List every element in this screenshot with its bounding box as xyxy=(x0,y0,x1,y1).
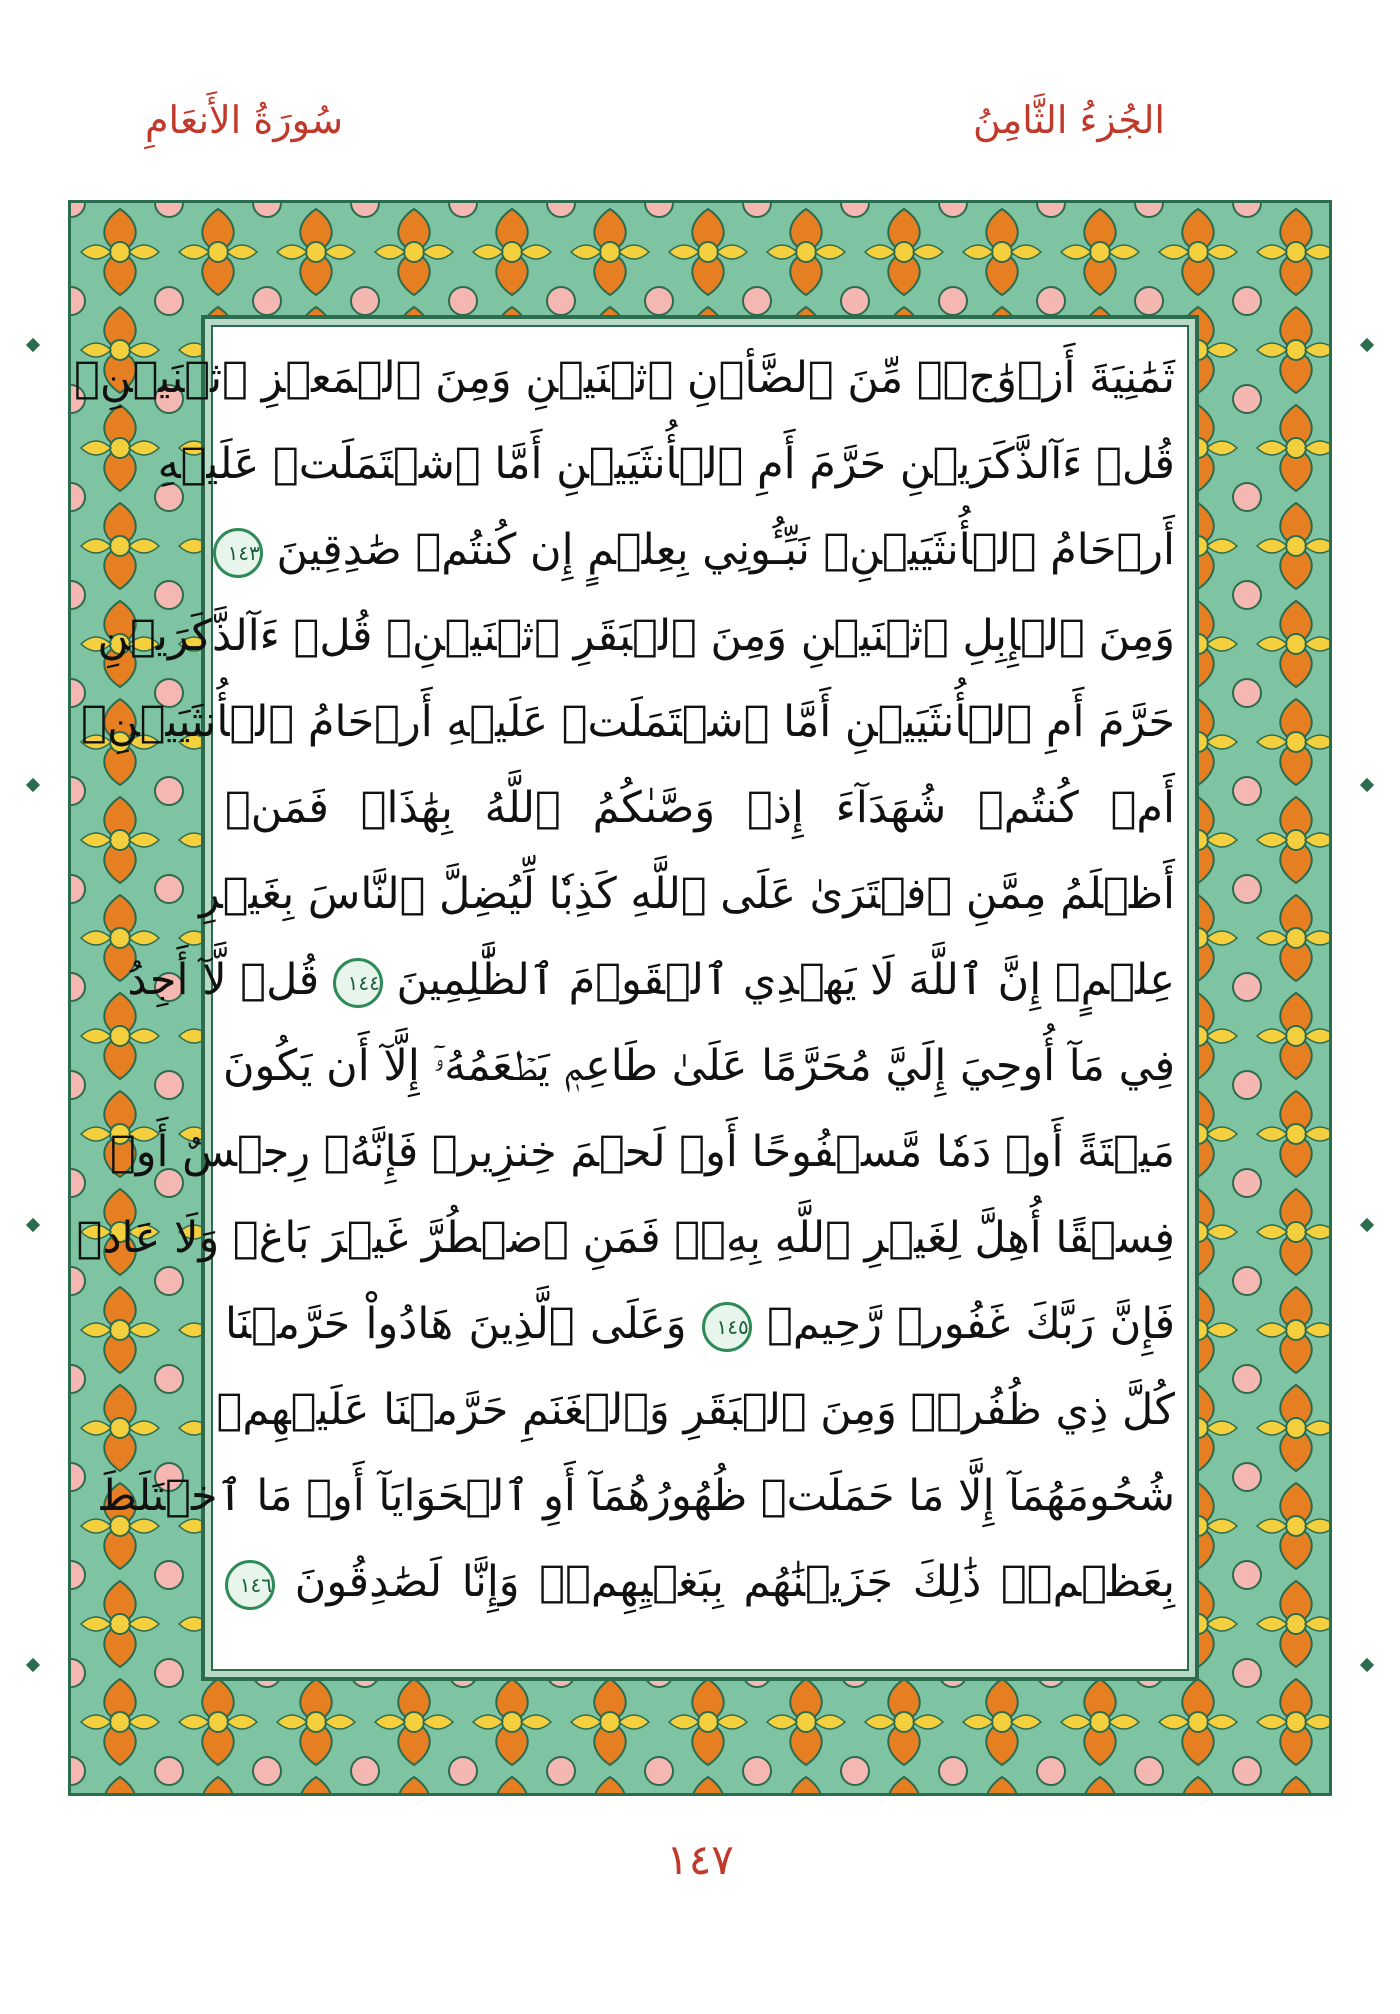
margin-marker xyxy=(26,1218,40,1232)
margin-marker xyxy=(26,778,40,792)
margin-marker xyxy=(1360,1218,1374,1232)
text-line-8: عِلۡمٍۚ إِنَّ ٱللَّهَ لَا يَهۡدِي ٱلۡقَوۡمَ ٱلظَّٰلِمِينَ ١٤٤ قُلۡ لَّآ أَجِدُ xyxy=(225,937,1175,1023)
ayah-number-146: ١٤٦ xyxy=(225,1560,275,1610)
ayah-number-145: ١٤٥ xyxy=(702,1302,752,1352)
margin-marker xyxy=(1360,338,1374,352)
text-line-3: أَرۡحَامُ ٱلۡأُنثَيَيۡنِۖ نَبِّـُٔونِي بِعِلۡمٍ إِن كُنتُمۡ صَٰدِقِينَ ١٤٣ xyxy=(225,507,1175,593)
juz-title: الجُزءُ الثَّامِنُ xyxy=(972,98,1165,142)
page-number: ١٤٧ xyxy=(666,1835,734,1884)
text-line-13: كُلَّ ذِي ظُفُرٖۖ وَمِنَ ٱلۡبَقَرِ وَٱلۡغَنَمِ حَرَّمۡنَا عَلَيۡهِمۡ xyxy=(216,1385,1175,1435)
margin-marker xyxy=(26,1658,40,1672)
surah-title: سُورَةُ الأَنعَامِ xyxy=(145,98,344,142)
text-line-2: قُلۡ ءَآلذَّكَرَيۡنِ حَرَّمَ أَمِ ٱلۡأُنثَيَيۡنِ أَمَّا ٱشۡتَمَلَتۡ عَلَيۡهِ xyxy=(157,439,1175,489)
text-line-6: أَمۡ كُنتُمۡ شُهَدَآءَ إِذۡ وَصَّىٰكُمُ ٱللَّهُ بِهَٰذَاۚ فَمَنۡ xyxy=(225,783,1175,833)
text-line-7: أَظۡلَمُ مِمَّنِ ٱفۡتَرَىٰ عَلَى ٱللَّهِ كَذِبٗا لِّيُضِلَّ ٱلنَّاسَ بِغَيۡرِ xyxy=(199,869,1175,919)
ayah-number-144: ١٤٤ xyxy=(333,958,383,1008)
quran-text xyxy=(74,335,1175,1725)
margin-marker xyxy=(26,338,40,352)
margin-marker xyxy=(1360,1658,1374,1672)
text-line-9: فِي مَآ أُوحِيَ إِلَيَّ مُحَرَّمًا عَلَىٰ طَاعِمٖ يَطۡعَمُهُۥٓ إِلَّآ أَن يَكُونَ xyxy=(222,1041,1175,1091)
text-line-15: بِعَظۡمٖۚ ذَٰلِكَ جَزَيۡنَٰهُم بِبَغۡيِهِمۡۖ وَإِنَّا لَصَٰدِقُونَ ١٤٦ xyxy=(225,1539,1175,1625)
text-line-14: شُحُومَهُمَآ إِلَّا مَا حَمَلَتۡ ظُهُورُهُمَآ أَوِ ٱلۡحَوَايَآ أَوۡ مَا ٱخۡتَلَطَ xyxy=(97,1471,1175,1521)
text-line-11: فِسۡقًا أُهِلَّ لِغَيۡرِ ٱللَّهِ بِهِۦۚ فَمَنِ ٱضۡطُرَّ غَيۡرَ بَاغٖ وَلَا عَادٖ xyxy=(76,1213,1175,1263)
text-line-1: ثَمَٰنِيَةَ أَزۡوَٰجٖۖ مِّنَ ٱلضَّأۡنِ ٱثۡنَيۡنِ وَمِنَ ٱلۡمَعۡزِ ٱثۡنَيۡنِۗ xyxy=(74,353,1175,403)
ayah-number-143: ١٤٣ xyxy=(213,528,263,578)
text-line-10: مَيۡتَةً أَوۡ دَمٗا مَّسۡفُوحًا أَوۡ لَحۡمَ خِنزِيرٖ فَإِنَّهُۥ رِجۡسٌ أَوۡ xyxy=(109,1127,1175,1177)
page-header xyxy=(0,98,1400,158)
margin-marker xyxy=(1360,778,1374,792)
text-line-12: فَإِنَّ رَبَّكَ غَفُورٞ رَّحِيمٞ ١٤٥ وَعَلَى ٱلَّذِينَ هَادُواْ حَرَّمۡنَا xyxy=(225,1281,1175,1367)
text-line-4: وَمِنَ ٱلۡإِبِلِ ٱثۡنَيۡنِ وَمِنَ ٱلۡبَقَرِ ٱثۡنَيۡنِۗ قُلۡ ءَآلذَّكَرَيۡنِ xyxy=(97,611,1175,661)
text-line-5: حَرَّمَ أَمِ ٱلۡأُنثَيَيۡنِ أَمَّا ٱشۡتَمَلَتۡ عَلَيۡهِ أَرۡحَامُ ٱلۡأُنثَيَيۡنِۖ xyxy=(81,697,1175,747)
